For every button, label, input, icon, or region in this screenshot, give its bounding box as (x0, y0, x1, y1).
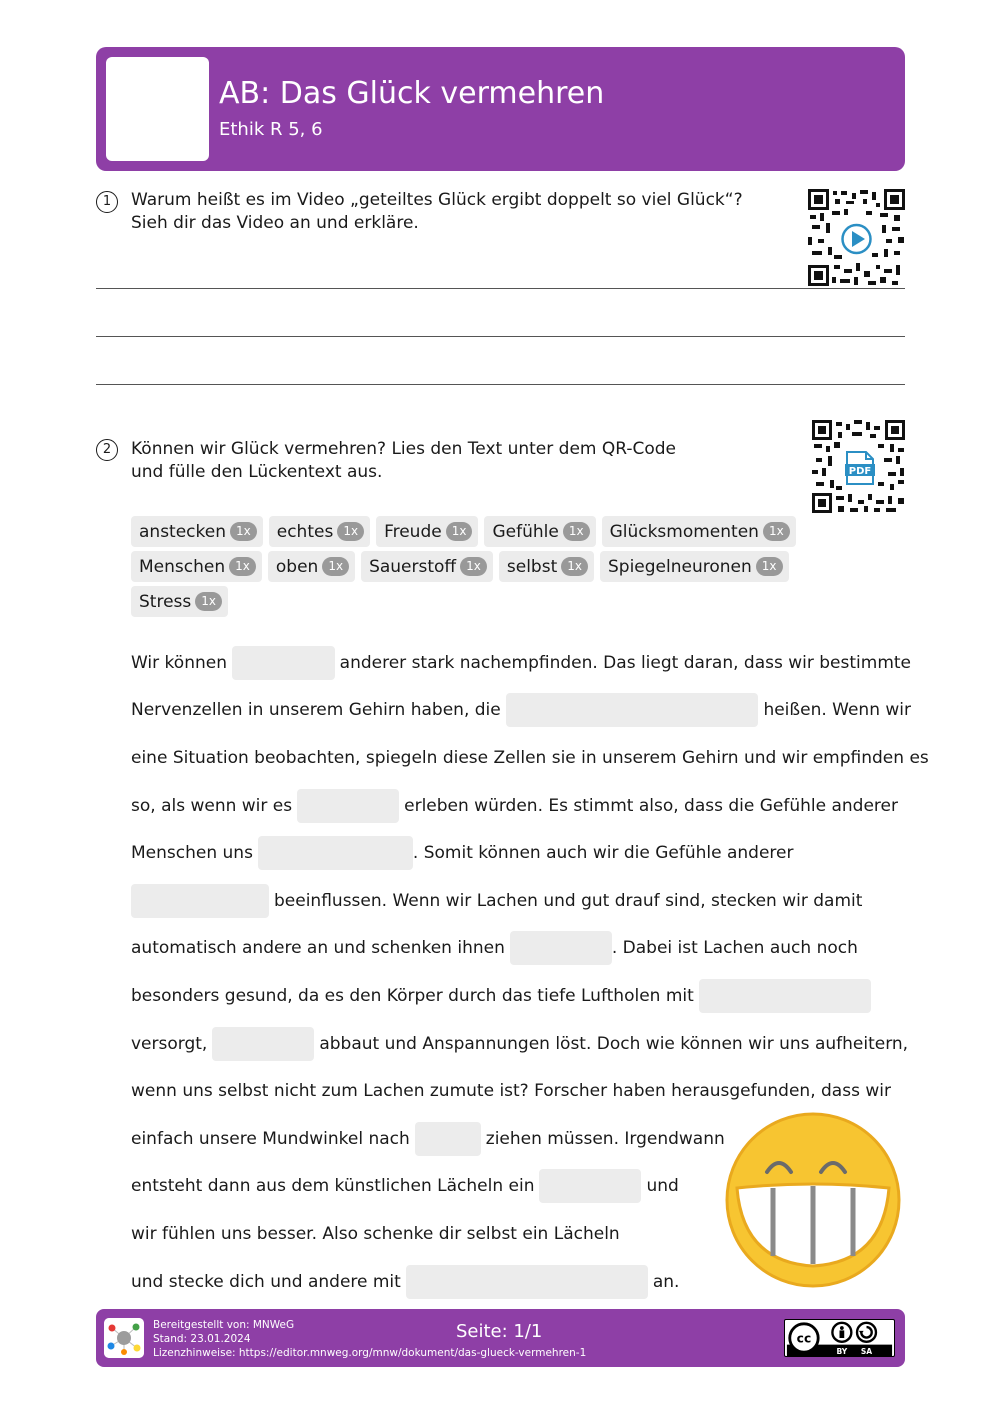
cloze-gap[interactable] (131, 884, 269, 918)
task-2-number: 2 (96, 439, 118, 461)
play-icon (843, 225, 871, 253)
word-chip[interactable]: Menschen 1x (131, 551, 262, 582)
header-banner (96, 47, 905, 171)
cloze-gap[interactable] (699, 979, 871, 1013)
task-1-number: 1 (96, 191, 118, 213)
word-chip[interactable]: Stress 1x (131, 586, 228, 617)
count-badge: 1x (460, 557, 487, 576)
cloze-gap[interactable] (297, 789, 399, 823)
task-2-line-1: Können wir Glück vermehren? Lies den Text unter dem QR-Code (131, 439, 677, 459)
svg-text:SA: SA (860, 1347, 873, 1357)
count-badge: 1x (230, 522, 257, 541)
count-badge: 1x (195, 592, 222, 611)
task-2-line-2: und fülle den Lückentext aus. (131, 462, 383, 482)
word-chip[interactable]: oben 1x (268, 551, 355, 582)
count-badge: 1x (563, 522, 590, 541)
word-chip[interactable]: echtes 1x (269, 516, 370, 547)
grinning-smiley-icon (723, 1110, 903, 1290)
word-chip[interactable]: anstecken 1x (131, 516, 263, 547)
cloze-gap[interactable] (415, 1122, 481, 1156)
svg-text:cc: cc (796, 1331, 812, 1346)
cloze-gap[interactable] (510, 931, 612, 965)
footer-license-link[interactable]: Lizenzhinweise: https://editor.mnweg.org/mnw/dokument/das-glueck-vermehren-1 (153, 1347, 587, 1359)
task-1-line-2: Sieh dir das Video an und erkläre. (131, 213, 419, 233)
cloze-gap[interactable] (258, 836, 413, 870)
cloze-gap[interactable] (506, 693, 759, 727)
page-subtitle: Ethik R 5, 6 (219, 119, 323, 140)
word-chip[interactable]: Glücksmomenten 1x (602, 516, 796, 547)
video-qr-code[interactable] (808, 189, 905, 286)
footer-date: Stand: 23.01.2024 (153, 1333, 251, 1345)
cloze-text: Wir können anderer stark nachempfinden. Das liegt daran, dass wir bestimmte Nervenzellen in unserem Gehirn haben, die heißen. Wenn wir eine Situation beobachten, spiegeln diese Zellen sie in unserem Gehirn und wir empfinden es so, als wenn wir es erleben würden. Es stimmt also, dass die Gefühle anderer Menschen uns . Somit können auch wir die Gefühle anderer beeinflussen. Wenn wir Lachen und gut drauf sind, stecken wir damit automatisch andere an und schenken ihnen . Dabei ist Lachen auch noch besonders gesund, da es den Körper durch das tiefe Luftholen mit versorgt, abbaut und Anspannungen löst. Doch wie können wir uns aufheitern, wenn uns selbst nicht zum Lachen zumute ist? Forscher haben herausgefunden, dass wir einfach unsere Mundwinkel nach ziehen müssen. Irgendwann entsteht dann aus dem künstlichen Lächeln ein und wir fühlen uns besser. Also schenke dir selbst ein Lächeln und stecke dich und andere mit an. (131, 639, 911, 1305)
word-chip[interactable]: Spiegelneuronen 1x (600, 551, 789, 582)
answer-line-1[interactable] (96, 288, 905, 289)
word-chip[interactable]: Gefühle 1x (484, 516, 595, 547)
count-badge: 1x (763, 522, 790, 541)
svg-text:BY: BY (836, 1347, 848, 1357)
task-2-text (131, 438, 771, 484)
answer-line-2[interactable] (96, 336, 905, 337)
word-chip[interactable]: Sauerstoff 1x (361, 551, 493, 582)
mnweg-logo-icon (104, 1318, 144, 1358)
word-bank (131, 516, 831, 617)
cloze-gap[interactable] (212, 1027, 314, 1061)
count-badge: 1x (446, 522, 473, 541)
footer-provided-by: Bereitgestellt von: MNWeG (153, 1319, 295, 1331)
word-chip[interactable]: selbst 1x (499, 551, 594, 582)
count-badge: 1x (561, 557, 588, 576)
pdf-icon (845, 452, 875, 484)
word-chip[interactable]: Freude 1x (376, 516, 478, 547)
pdf-qr-code[interactable] (812, 420, 905, 513)
count-badge: 1x (322, 557, 349, 576)
cc-by-sa-license-icon[interactable] (784, 1319, 895, 1357)
footer-bar (96, 1309, 905, 1367)
task-1-text (131, 189, 771, 235)
page-number: Seite: 1/1 (456, 1321, 543, 1342)
svg-text:PDF: PDF (848, 466, 872, 477)
answer-line-3[interactable] (96, 384, 905, 385)
task-1-line-1: Warum heißt es im Video „geteiltes Glück ergibt doppelt so viel Glück“? (131, 190, 743, 210)
logo-placeholder (106, 57, 209, 161)
page-title: AB: Das Glück vermehren (219, 76, 605, 111)
count-badge: 1x (337, 522, 364, 541)
count-badge: 1x (756, 557, 783, 576)
cloze-gap[interactable] (406, 1265, 648, 1299)
cloze-gap[interactable] (232, 646, 335, 680)
cloze-gap[interactable] (539, 1169, 641, 1203)
count-badge: 1x (229, 557, 256, 576)
